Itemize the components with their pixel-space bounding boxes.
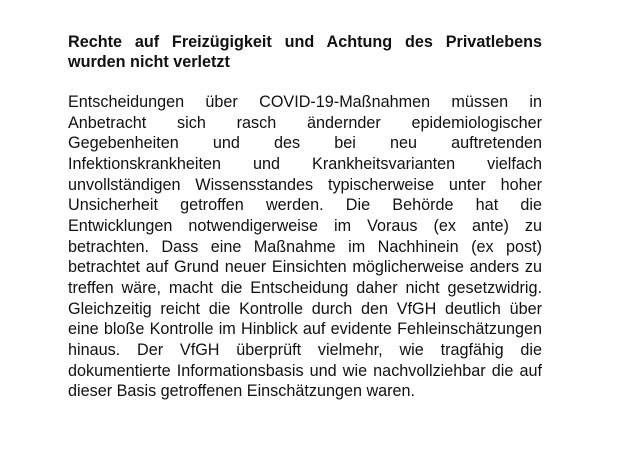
section-heading: Rechte auf Freizügigkeit und Achtung des Privatlebens wurden nicht verletzt	[68, 33, 542, 71]
body-paragraph: Entscheidungen über COVID-19-Maßnahmen müssen in Anbetracht sich rasch ändernder epidemiologischer Gegebenheiten und des bei neu auftretenden Infektionskrankheiten und Krankheitsvarianten vielfach unvollständigen Wissensstandes typischerweise unter hoher Unsicherheit getroffen werden. Die Behörde hat die Entwicklungen notwendigerweise im Voraus (ex ante) zu betrachten. Dass eine Maßnahme im Nachhinein (ex post) betrachtet auf Grund neuer Einsichten möglicherweise anders zu treffen wäre, macht die Entscheidung daher nicht gesetzwidrig. Gleichzeitig reicht die Kontrolle durch den VfGH deutlich über eine bloße Kontrolle im Hinblick auf evidente Fehleinschätzungen hinaus. Der VfGH überprüft vielmehr, wie tragfähig die dokumentierte Informationsbasis und wie nachvollziehbar die auf dieser Basis getroffenen Einschätzungen waren.	[68, 93, 542, 401]
document-content	[68, 32, 542, 402]
